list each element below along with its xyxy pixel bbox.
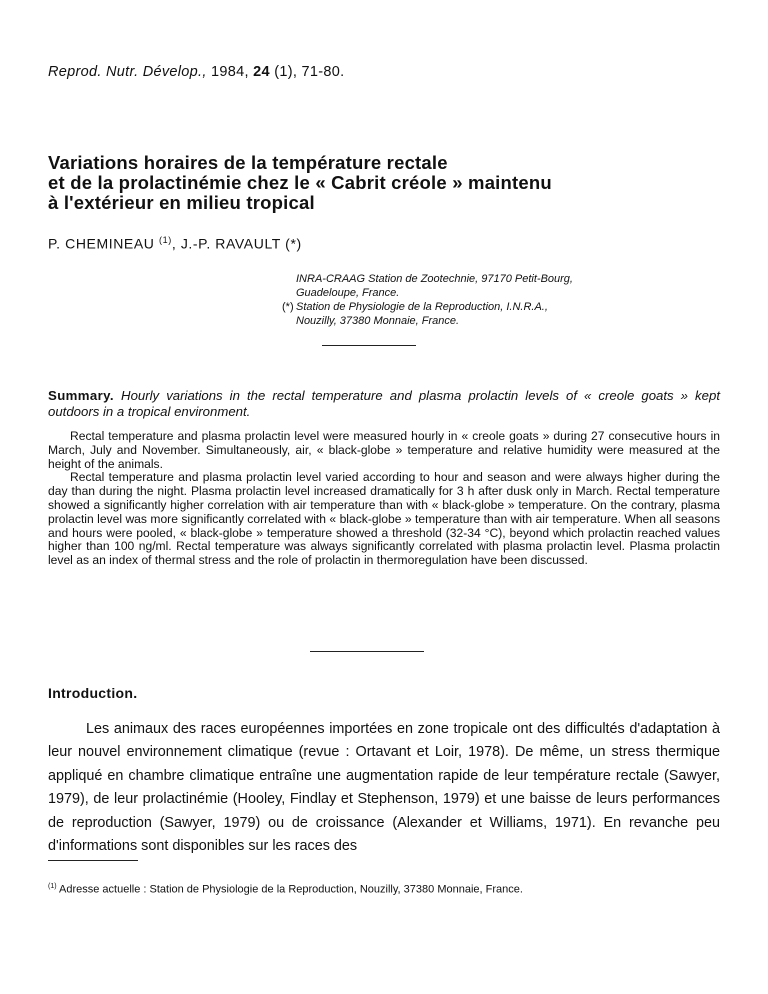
footnote-divider <box>48 860 138 861</box>
affiliation-2-line-2: Nouzilly, 37380 Monnaie, France. <box>296 315 460 327</box>
introduction-paragraph: Les animaux des races européennes importées en zone tropicale ont des difficultés d'adaptation à leur nouvel environnement climatique (revue : Ortavant et Loir, 1978). De même, un stress thermique appliqué en chambre climatique entraîne une augmentation rapide de leur température rectale (Sawyer, 1979), de leur prolactinémie (Hooley, Findlay et Stephenson, 1979) et une baisse de leurs performances de reproduction (Sawyer, 1979) ou de croissance (Alexander et Williams, 1971). En revanche peu d'informations sont disponibles sur les races des <box>48 721 720 855</box>
author-ravault: J.-P. RAVAULT (*) <box>180 235 302 252</box>
title-line-3: à l'extérieur en milieu tropical <box>48 192 315 213</box>
article-title <box>48 153 688 213</box>
author-chemineau: P. CHEMINEAU <box>48 235 155 252</box>
footnote-mark: (1) <box>48 883 57 890</box>
journal-citation <box>48 64 344 80</box>
journal-year: 1984, <box>211 64 249 80</box>
title-line-2: et de la prolactinémie chez le « Cabrit créole » maintenu <box>48 172 552 193</box>
introduction-heading: Introduction. <box>48 685 138 701</box>
summary-english-title: Hourly variations in the rectal temperature and plasma prolactin levels of « creole goats » kept outdoors in a tropical environment. <box>48 388 720 419</box>
journal-name: Reprod. Nutr. Dévelop., <box>48 64 207 80</box>
summary-label: Summary. <box>48 388 114 403</box>
affiliation-2-line-1: Station de Physiologie de la Reproduction, I.N.R.A., <box>296 301 548 313</box>
summary-title <box>48 388 720 420</box>
abstract <box>48 430 720 568</box>
affiliation-1-line-1: INRA-CRAAG Station de Zootechnie, 97170 Petit-Bourg, <box>296 273 573 285</box>
divider-top <box>322 345 416 346</box>
journal-volume: 24 <box>253 64 270 80</box>
title-line-1: Variations horaires de la température rectale <box>48 152 448 173</box>
divider-middle <box>310 651 424 652</box>
abstract-paragraph-2: Rectal temperature and plasma prolactin level varied according to hour and season and were always higher during the day than during the night. Plasma prolactin level increased dramatically for 3 h after dusk only in March. Rectal temperature showed a significantly higher correlation with air temperature than with « black-globe » temperature. On the contrary, plasma prolactin level was more significantly correlated with « black-globe » temperature than with air temperature. When all seasons and hours were pooled, « black-globe » temperature showed a threshold (32-34 °C), beyond which prolactin reached values higher than 100 ng/ml. Rectal temperature was always significantly correlated with plasma prolactin level. Plasma prolactin level as an index of thermal stress and the role of prolactin in thermoregulation have been discussed. <box>48 470 720 568</box>
journal-issue-pages: (1), 71-80. <box>274 64 345 80</box>
footnote-text: Adresse actuelle : Station de Physiologie de la Reproduction, Nouzilly, 37380 Monnaie, France. <box>56 883 523 896</box>
author-separator: , <box>171 235 181 252</box>
introduction-body <box>48 718 720 858</box>
affiliations <box>282 272 573 328</box>
author-list <box>48 235 302 252</box>
affiliation-1-line-2: Guadeloupe, France. <box>296 287 400 299</box>
footnote <box>48 880 720 897</box>
affiliation-2-mark: (*) <box>282 301 294 313</box>
author-footnote-mark: (1) <box>159 235 172 245</box>
abstract-paragraph-1: Rectal temperature and plasma prolactin level were measured hourly in « creole goats » during 27 consecutive hours in March, July and November. Simultaneously, air, « black-globe » temperature and relative humidity were measured at the height of the animals. <box>48 429 720 471</box>
